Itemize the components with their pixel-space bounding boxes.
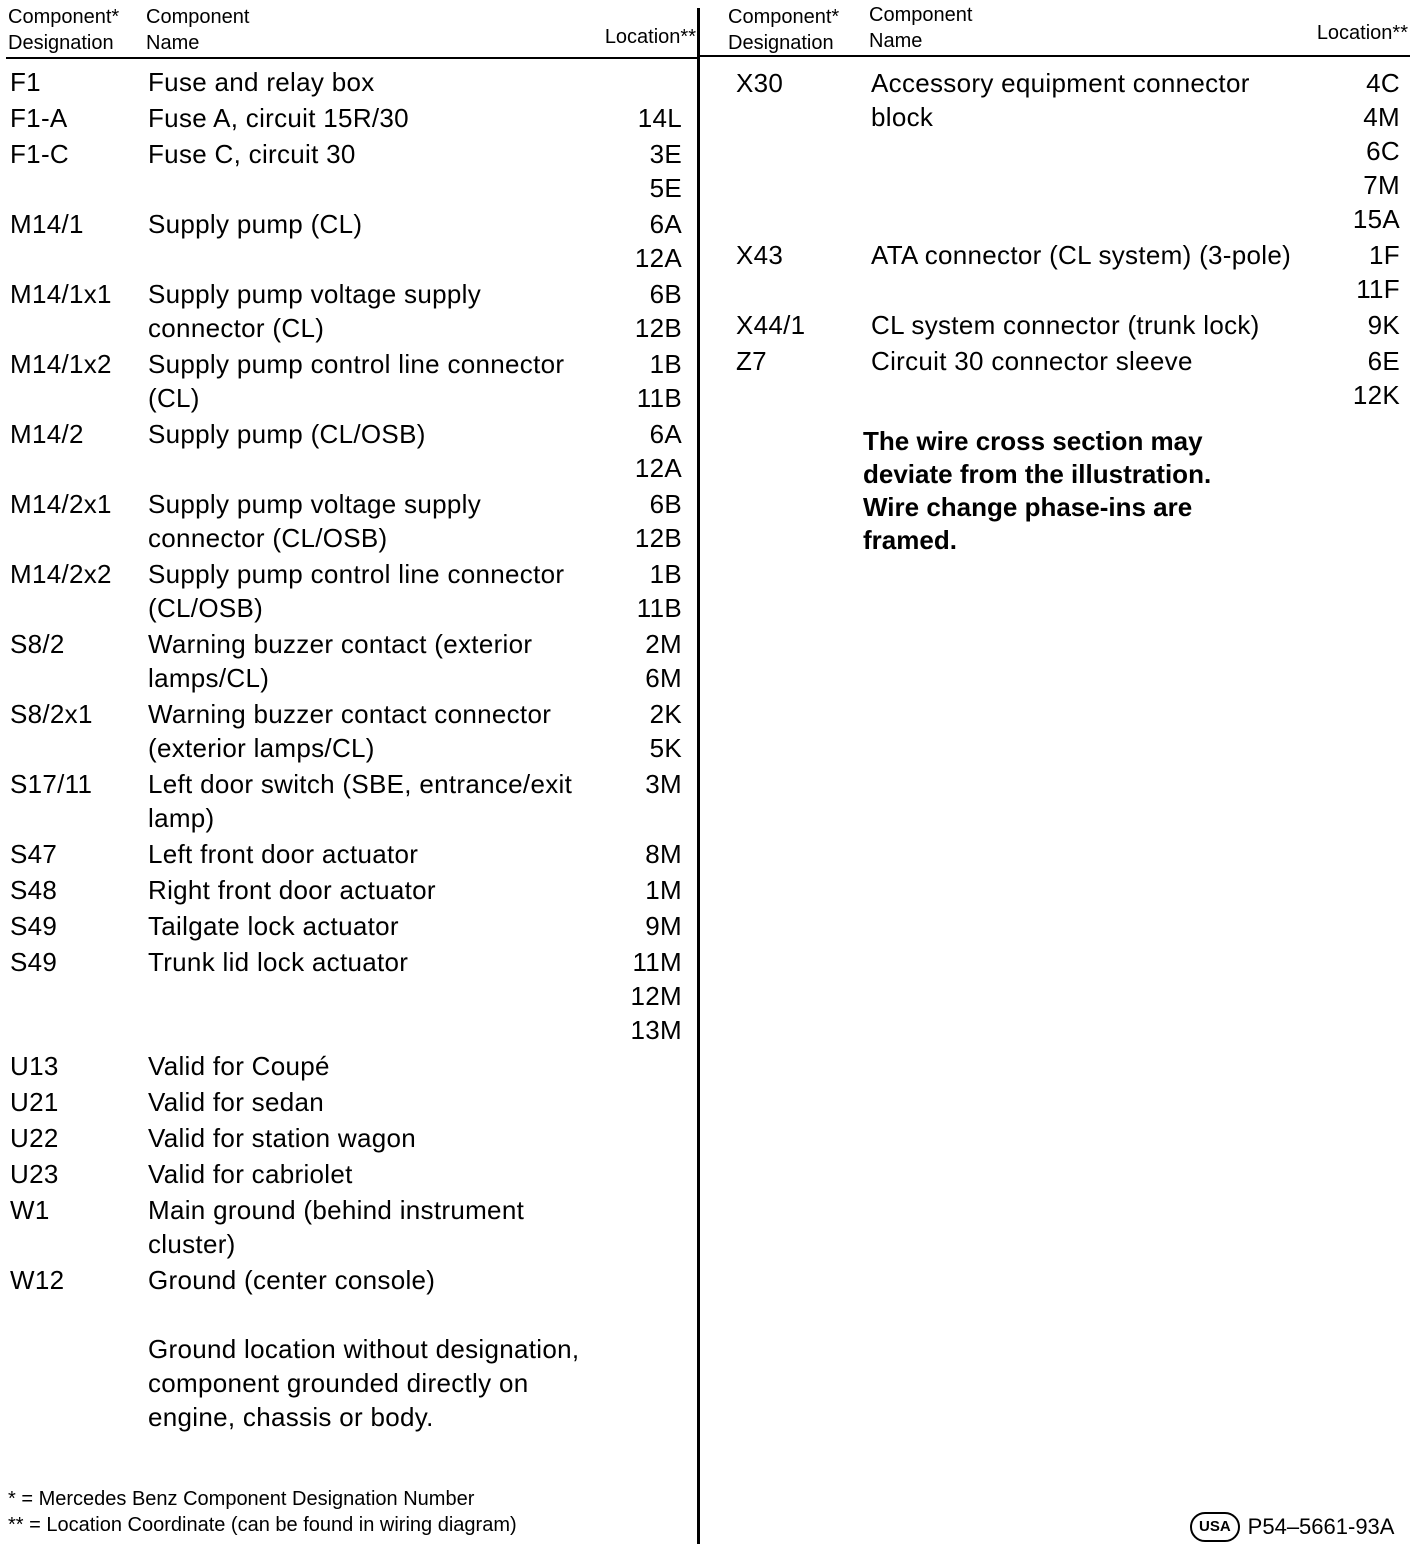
component-name-line: Main ground (behind instrument (148, 1195, 525, 1225)
usa-badge-icon: USA (1190, 1512, 1240, 1542)
component-designation: U22 (10, 1123, 59, 1153)
component-designation: F1-A (10, 103, 68, 133)
table-row (10, 65, 682, 101)
component-designation: S47 (10, 839, 58, 869)
table-row (10, 697, 682, 767)
location-coordinate: 13M (630, 1015, 682, 1045)
component-name-line: lamps/CL) (148, 663, 270, 693)
component-name (871, 238, 1291, 272)
location-coordinate: 15A (1352, 204, 1400, 234)
right-component-list (736, 66, 1400, 414)
component-name (148, 137, 356, 171)
component-name-line: Supply pump (CL) (148, 209, 363, 239)
note-line: engine, chassis or body. (148, 1402, 434, 1432)
table-row (10, 1085, 682, 1121)
component-designation: M14/2x2 (10, 559, 112, 589)
component-designation: X30 (736, 68, 784, 98)
component-name-line: Supply pump (CL/OSB) (148, 419, 426, 449)
component-designation: M14/1x2 (10, 349, 112, 379)
component-name (871, 308, 1260, 342)
component-designation: S8/2 (10, 629, 65, 659)
header-text: Designation (728, 32, 834, 54)
component-name-line: (exterior lamps/CL) (148, 733, 375, 763)
component-name (148, 837, 418, 871)
component-name-line: connector (CL) (148, 313, 325, 343)
location-coordinate: 9M (645, 911, 682, 941)
component-designation: U13 (10, 1051, 59, 1081)
component-location (570, 767, 682, 801)
note-line: The wire cross section may (863, 426, 1203, 456)
component-location (570, 137, 682, 205)
component-name-line: Valid for cabriolet (148, 1159, 353, 1189)
component-location (570, 277, 682, 345)
right-header-rule (700, 55, 1410, 57)
left-component-list (10, 65, 682, 1299)
component-designation: M14/2x1 (10, 489, 112, 519)
location-coordinate: 3E (649, 139, 682, 169)
component-name (871, 344, 1193, 378)
location-coordinate: 5K (649, 733, 682, 763)
component-name (148, 1085, 324, 1119)
component-location (570, 837, 682, 871)
location-coordinate: 6E (1367, 346, 1400, 376)
left-header-location: Location** (604, 26, 696, 48)
footnote-location: ** = Location Coordinate (can be found in wiring diagram) (8, 1514, 517, 1536)
location-coordinate: 1B (649, 349, 682, 379)
location-coordinate: 4M (1363, 102, 1400, 132)
component-name (148, 65, 375, 99)
location-coordinate: 6B (649, 489, 682, 519)
component-name-line: ATA connector (CL system) (3-pole) (871, 240, 1292, 270)
component-name-line: Fuse A, circuit 15R/30 (148, 103, 409, 133)
location-coordinate: 1B (649, 559, 682, 589)
right-header-location: Location** (1316, 22, 1408, 44)
component-name-line: Supply pump voltage supply (148, 279, 482, 309)
component-designation: M14/1x1 (10, 279, 112, 309)
component-designation: X44/1 (736, 310, 806, 340)
component-designation: S49 (10, 947, 58, 977)
location-coordinate: 11F (1356, 274, 1400, 304)
component-location (570, 697, 682, 765)
location-coordinate: 3M (645, 769, 682, 799)
component-location (570, 417, 682, 485)
component-name-line: Trunk lid lock actuator (148, 947, 409, 977)
component-designation: W1 (10, 1195, 50, 1225)
table-row (10, 101, 682, 137)
header-text: Designation (8, 32, 114, 54)
component-name-line: Valid for sedan (148, 1087, 325, 1117)
component-name (148, 1049, 330, 1083)
component-name-line: Warning buzzer contact connector (148, 699, 552, 729)
component-location (570, 101, 682, 135)
component-designation: X43 (736, 240, 784, 270)
table-row (10, 277, 682, 347)
component-name-line: Valid for station wagon (148, 1123, 417, 1153)
table-row (10, 767, 682, 837)
component-name-line: block (871, 102, 934, 132)
location-coordinate: 12A (634, 453, 682, 483)
table-row (10, 1121, 682, 1157)
component-designation: U23 (10, 1159, 59, 1189)
header-text: Component (146, 6, 250, 28)
component-name (148, 347, 564, 415)
wire-note (863, 425, 1211, 557)
location-coordinate: 6M (645, 663, 682, 693)
component-name-line: cluster) (148, 1229, 236, 1259)
table-row (10, 837, 682, 873)
table-row (10, 557, 682, 627)
table-row (10, 1263, 682, 1299)
location-coordinate: 2M (645, 629, 682, 659)
component-name (148, 697, 551, 765)
note-line: Wire change phase-ins are (863, 492, 1193, 522)
component-location (1296, 344, 1400, 412)
location-coordinate: 12A (634, 243, 682, 273)
location-coordinate: 12K (1352, 380, 1400, 410)
location-coordinate: 8M (645, 839, 682, 869)
component-name-line: lamp) (148, 803, 215, 833)
note-line: framed. (863, 525, 957, 555)
component-designation: F1-C (10, 139, 69, 169)
location-coordinate: 12B (634, 523, 682, 553)
component-name-line: Accessory equipment connector (871, 68, 1250, 98)
component-name-line: CL system connector (trunk lock) (871, 310, 1260, 340)
left-header-name (146, 4, 249, 56)
location-coordinate: 7M (1363, 170, 1400, 200)
component-name-line: Ground (center console) (148, 1265, 436, 1295)
reference-code (1190, 1512, 1394, 1542)
right-header-designation (728, 4, 839, 56)
location-coordinate: 4C (1366, 68, 1400, 98)
table-row (10, 347, 682, 417)
footnote-designation: * = Mercedes Benz Component Designation Number (8, 1488, 475, 1510)
component-location (570, 557, 682, 625)
component-location (570, 347, 682, 415)
component-name-line: Left door switch (SBE, entrance/exit (148, 769, 573, 799)
location-coordinate: 12M (630, 981, 682, 1011)
component-designation: F1 (10, 67, 41, 97)
table-row (10, 207, 682, 277)
component-designation: S48 (10, 875, 58, 905)
location-coordinate: 1M (645, 875, 682, 905)
table-row (10, 627, 682, 697)
component-name-line: Right front door actuator (148, 875, 436, 905)
location-coordinate: 11B (636, 593, 682, 623)
location-coordinate: 6A (649, 419, 682, 449)
component-name-line: Left front door actuator (148, 839, 419, 869)
component-name-line: Fuse and relay box (148, 67, 375, 97)
location-coordinate: 11M (632, 947, 682, 977)
component-name-line: Supply pump control line connector (148, 559, 565, 589)
component-designation: S8/2x1 (10, 699, 93, 729)
component-name (148, 945, 408, 979)
location-coordinate: 5E (649, 173, 682, 203)
component-name (148, 101, 409, 135)
header-text: Component* (728, 6, 840, 28)
note-line: component grounded directly on (148, 1368, 529, 1398)
location-coordinate: 2K (649, 699, 682, 729)
component-designation: S49 (10, 911, 58, 941)
location-coordinate: 9K (1367, 310, 1400, 340)
header-text: Component (869, 4, 973, 26)
table-row (10, 909, 682, 945)
left-header-designation (8, 4, 119, 56)
component-location (570, 873, 682, 907)
component-designation: M14/2 (10, 419, 84, 449)
table-row (10, 1193, 682, 1263)
ground-note (148, 1332, 579, 1434)
component-name (148, 557, 564, 625)
reference-code-text: P54–5661-93A (1247, 1514, 1395, 1539)
note-line: Ground location without designation, (148, 1334, 580, 1364)
table-row (10, 945, 682, 1049)
location-coordinate: 6A (649, 209, 682, 239)
component-location (570, 909, 682, 943)
component-designation: Z7 (736, 346, 767, 376)
location-coordinate: 14L (637, 103, 682, 133)
location-coordinate: 1F (1369, 240, 1400, 270)
component-name (148, 1263, 435, 1297)
component-designation: W12 (10, 1265, 65, 1295)
component-location (1296, 66, 1400, 236)
component-name (148, 277, 481, 345)
table-row (10, 417, 682, 487)
table-row (736, 308, 1400, 344)
component-name (148, 627, 532, 695)
table-row (736, 344, 1400, 414)
component-location (570, 207, 682, 275)
right-header-name (869, 2, 972, 54)
header-text: Component* (8, 6, 120, 28)
component-location (570, 627, 682, 695)
component-name (148, 1157, 353, 1191)
note-line: deviate from the illustration. (863, 459, 1212, 489)
location-coordinate: 11B (636, 383, 682, 413)
component-name (148, 417, 426, 451)
table-row (10, 1049, 682, 1085)
component-name-line: (CL/OSB) (148, 593, 264, 623)
component-name-line: (CL) (148, 383, 200, 413)
component-designation: S17/11 (10, 769, 93, 799)
component-name (148, 1121, 416, 1155)
header-text: Name (869, 30, 923, 52)
component-name (148, 1193, 524, 1261)
left-header-rule (6, 57, 698, 59)
component-name (148, 909, 399, 943)
component-location (1296, 308, 1400, 342)
table-row (736, 238, 1400, 308)
component-name-line: Fuse C, circuit 30 (148, 139, 356, 169)
component-name-line: Valid for Coupé (148, 1051, 330, 1081)
component-location (570, 945, 682, 1047)
component-name-line: Supply pump control line connector (148, 349, 565, 379)
component-name (148, 487, 481, 555)
component-name-line: connector (CL/OSB) (148, 523, 388, 553)
component-name-line: Circuit 30 connector sleeve (871, 346, 1193, 376)
table-row (10, 137, 682, 207)
location-coordinate: 6B (649, 279, 682, 309)
component-designation: U21 (10, 1087, 59, 1117)
component-name-line: Supply pump voltage supply (148, 489, 482, 519)
table-row (10, 1157, 682, 1193)
location-coordinate: 12B (634, 313, 682, 343)
component-location (1296, 238, 1400, 306)
component-location (570, 487, 682, 555)
table-row (736, 66, 1400, 238)
column-divider (697, 8, 700, 1544)
component-name (871, 66, 1250, 134)
location-coordinate: 6C (1366, 136, 1400, 166)
component-name (148, 767, 572, 835)
component-name-line: Warning buzzer contact (exterior (148, 629, 533, 659)
component-name (148, 873, 436, 907)
component-designation: M14/1 (10, 209, 84, 239)
header-text: Name (146, 32, 200, 54)
table-row (10, 873, 682, 909)
component-name (148, 207, 362, 241)
table-row (10, 487, 682, 557)
component-name-line: Tailgate lock actuator (148, 911, 399, 941)
